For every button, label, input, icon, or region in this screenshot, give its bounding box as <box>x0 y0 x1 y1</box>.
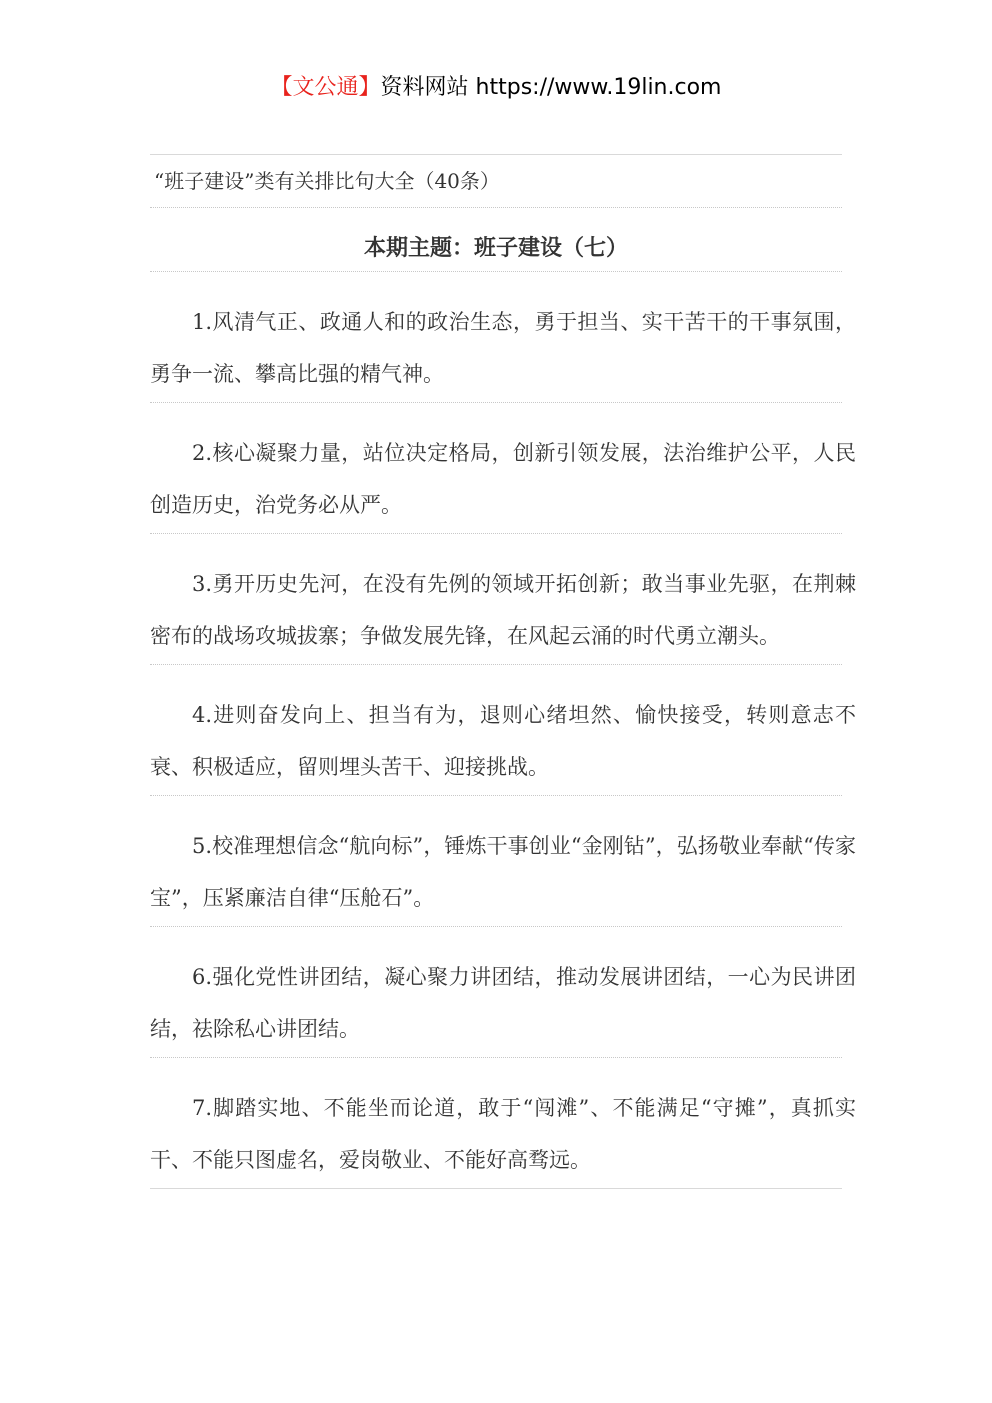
document-body <box>150 154 856 1189</box>
list-item: 2.核心凝聚力量，站位决定格局，创新引领发展，法治维护公平，人民创造历史，治党务必从严。 <box>150 441 856 517</box>
list-item: 4.进则奋发向上、担当有为，退则心绪坦然、愉快接受，转则意志不衰、积极适应，留则埋头苦干、迎接挑战。 <box>150 703 856 779</box>
site-url[interactable]: https://www.19lin.com <box>475 75 722 100</box>
list-item: 1.风清气正、政通人和的政治生态，勇于担当、实干苦干的干事氛围，勇争一流、攀高比强的精气神。 <box>150 310 856 386</box>
list-item: 3.勇开历史先河，在没有先例的领域开拓创新；敢当事业先驱，在荆棘密布的战场攻城拔寨；争做发展先锋，在风起云涌的时代勇立潮头。 <box>150 572 856 648</box>
list-item: 7.脚踏实地、不能坐而论道，敢于“闯滩”、不能满足“守摊”，真抓实干、不能只图虚名，爱岗敬业、不能好高骛远。 <box>150 1096 856 1172</box>
list-item: 6.强化党性讲团结，凝心聚力讲团结，推动发展讲团结，一心为民讲团结，祛除私心讲团结。 <box>150 965 856 1041</box>
issue-heading: 本期主题：班子建设（七） <box>363 236 628 261</box>
brand-name: 【文公通】 <box>270 75 381 100</box>
document-title: “班子建设”类有关排比句大全（40条） <box>154 169 500 193</box>
site-header <box>0 72 992 104</box>
site-label: 资料网站 <box>380 75 469 100</box>
divider <box>150 1188 842 1189</box>
list-item: 5.校准理想信念“航向标”，锤炼干事创业“金刚钻”，弘扬敬业奉献“传家宝”，压紧廉洁自律“压舱石”。 <box>150 834 856 910</box>
